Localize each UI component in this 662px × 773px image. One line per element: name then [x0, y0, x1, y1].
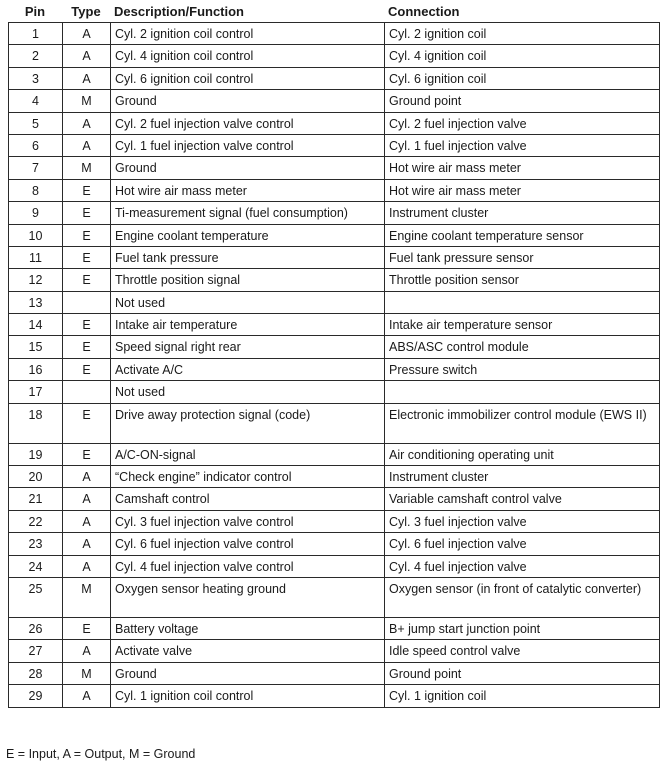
type-cell: A — [63, 488, 111, 510]
connection-cell: Cyl. 6 fuel injection valve — [385, 533, 660, 555]
table-row — [9, 640, 660, 662]
connection-cell — [385, 381, 660, 403]
connection-cell: Ground point — [385, 662, 660, 684]
pin-cell: 15 — [9, 336, 63, 358]
type-cell: A — [63, 533, 111, 555]
type-cell: M — [63, 90, 111, 112]
type-cell: E — [63, 246, 111, 268]
description-cell: Cyl. 6 ignition coil control — [111, 67, 385, 89]
description-cell: Cyl. 6 fuel injection valve control — [111, 533, 385, 555]
header-connection: Connection — [388, 3, 460, 19]
table-row — [9, 246, 660, 268]
type-cell: E — [63, 224, 111, 246]
description-cell: Engine coolant temperature — [111, 224, 385, 246]
table-row — [9, 488, 660, 510]
table-row — [9, 466, 660, 488]
type-cell: A — [63, 23, 111, 45]
connection-cell: Cyl. 1 fuel injection valve — [385, 134, 660, 156]
type-cell: E — [63, 314, 111, 336]
pin-table-body — [9, 23, 660, 708]
connection-cell: Instrument cluster — [385, 202, 660, 224]
type-cell: A — [63, 640, 111, 662]
pin-table — [8, 22, 660, 708]
description-cell: Intake air temperature — [111, 314, 385, 336]
description-cell: Cyl. 3 fuel injection valve control — [111, 510, 385, 532]
description-cell: Fuel tank pressure — [111, 246, 385, 268]
table-row — [9, 179, 660, 201]
connection-cell — [385, 291, 660, 313]
table-row — [9, 134, 660, 156]
type-cell: M — [63, 577, 111, 617]
description-cell: Battery voltage — [111, 617, 385, 639]
table-row — [9, 662, 660, 684]
pin-cell: 24 — [9, 555, 63, 577]
type-cell: E — [63, 403, 111, 443]
description-cell: Cyl. 2 ignition coil control — [111, 23, 385, 45]
type-cell: E — [63, 202, 111, 224]
pin-cell: 26 — [9, 617, 63, 639]
type-cell: E — [63, 336, 111, 358]
table-row — [9, 443, 660, 465]
connection-cell: Cyl. 2 ignition coil — [385, 23, 660, 45]
table-row — [9, 403, 660, 443]
pin-cell: 14 — [9, 314, 63, 336]
connection-cell: Variable camshaft control valve — [385, 488, 660, 510]
table-row — [9, 157, 660, 179]
table-row — [9, 112, 660, 134]
table-row — [9, 314, 660, 336]
table-row — [9, 67, 660, 89]
connection-cell: Pressure switch — [385, 358, 660, 380]
description-cell: Hot wire air mass meter — [111, 179, 385, 201]
connection-cell: Cyl. 3 fuel injection valve — [385, 510, 660, 532]
type-cell: E — [63, 179, 111, 201]
table-header — [8, 0, 659, 22]
pin-cell: 3 — [9, 67, 63, 89]
pin-cell: 10 — [9, 224, 63, 246]
connection-cell: Oxygen sensor (in front of catalytic converter) — [385, 577, 660, 617]
description-cell: Oxygen sensor heating ground — [111, 577, 385, 617]
description-cell: Not used — [111, 291, 385, 313]
description-cell: Cyl. 1 ignition coil control — [111, 685, 385, 707]
table-row — [9, 577, 660, 617]
description-cell: Ground — [111, 90, 385, 112]
table-row — [9, 555, 660, 577]
table-row — [9, 336, 660, 358]
table-row — [9, 685, 660, 707]
table-row — [9, 381, 660, 403]
type-cell — [63, 381, 111, 403]
pin-cell: 27 — [9, 640, 63, 662]
pin-cell: 17 — [9, 381, 63, 403]
pin-cell: 7 — [9, 157, 63, 179]
connection-cell: Cyl. 2 fuel injection valve — [385, 112, 660, 134]
table-row — [9, 617, 660, 639]
table-row — [9, 510, 660, 532]
table-row — [9, 45, 660, 67]
connection-cell: Throttle position sensor — [385, 269, 660, 291]
pin-cell: 9 — [9, 202, 63, 224]
pin-cell: 12 — [9, 269, 63, 291]
pin-cell: 8 — [9, 179, 63, 201]
header-description: Description/Function — [114, 3, 244, 19]
description-cell: Not used — [111, 381, 385, 403]
pin-cell: 23 — [9, 533, 63, 555]
connection-cell: Engine coolant temperature sensor — [385, 224, 660, 246]
type-cell: A — [63, 67, 111, 89]
pin-cell: 11 — [9, 246, 63, 268]
connection-cell: Hot wire air mass meter — [385, 157, 660, 179]
description-cell: Throttle position signal — [111, 269, 385, 291]
connection-cell: Hot wire air mass meter — [385, 179, 660, 201]
connection-cell: Cyl. 1 ignition coil — [385, 685, 660, 707]
table-row — [9, 533, 660, 555]
description-cell: Activate valve — [111, 640, 385, 662]
table-row — [9, 269, 660, 291]
connection-cell: Cyl. 4 fuel injection valve — [385, 555, 660, 577]
table-row — [9, 358, 660, 380]
type-cell: M — [63, 662, 111, 684]
pin-cell: 6 — [9, 134, 63, 156]
header-type: Type — [71, 3, 101, 19]
connection-cell: Instrument cluster — [385, 466, 660, 488]
pin-cell: 18 — [9, 403, 63, 443]
pin-cell: 21 — [9, 488, 63, 510]
description-cell: Ground — [111, 662, 385, 684]
type-cell: A — [63, 45, 111, 67]
description-cell: Cyl. 4 fuel injection valve control — [111, 555, 385, 577]
description-cell: Activate A/C — [111, 358, 385, 380]
description-cell: “Check engine” indicator control — [111, 466, 385, 488]
description-cell: Cyl. 1 fuel injection valve control — [111, 134, 385, 156]
description-cell: Camshaft control — [111, 488, 385, 510]
table-row — [9, 202, 660, 224]
type-cell: A — [63, 510, 111, 532]
pin-cell: 5 — [9, 112, 63, 134]
pin-cell: 22 — [9, 510, 63, 532]
type-cell: E — [63, 617, 111, 639]
connection-cell: Cyl. 6 ignition coil — [385, 67, 660, 89]
type-cell: A — [63, 555, 111, 577]
connection-cell: Fuel tank pressure sensor — [385, 246, 660, 268]
type-cell: A — [63, 112, 111, 134]
header-pin: Pin — [24, 3, 46, 19]
pin-cell: 25 — [9, 577, 63, 617]
description-cell: Cyl. 2 fuel injection valve control — [111, 112, 385, 134]
pin-cell: 1 — [9, 23, 63, 45]
type-cell — [63, 291, 111, 313]
type-cell: M — [63, 157, 111, 179]
pin-cell: 4 — [9, 90, 63, 112]
pin-cell: 19 — [9, 443, 63, 465]
connection-cell: Intake air temperature sensor — [385, 314, 660, 336]
description-cell: Drive away protection signal (code) — [111, 403, 385, 443]
connection-cell: ABS/ASC control module — [385, 336, 660, 358]
description-cell: Ti-measurement signal (fuel consumption) — [111, 202, 385, 224]
pin-cell: 28 — [9, 662, 63, 684]
pin-cell: 16 — [9, 358, 63, 380]
connection-cell: Idle speed control valve — [385, 640, 660, 662]
description-cell: Speed signal right rear — [111, 336, 385, 358]
connection-cell: B+ jump start junction point — [385, 617, 660, 639]
table-row — [9, 224, 660, 246]
type-legend: E = Input, A = Output, M = Ground — [6, 747, 196, 761]
type-cell: A — [63, 685, 111, 707]
type-cell: E — [63, 269, 111, 291]
pin-cell: 13 — [9, 291, 63, 313]
connection-cell: Cyl. 4 ignition coil — [385, 45, 660, 67]
pin-cell: 2 — [9, 45, 63, 67]
pin-cell: 29 — [9, 685, 63, 707]
table-row — [9, 291, 660, 313]
type-cell: E — [63, 443, 111, 465]
table-row — [9, 90, 660, 112]
description-cell: A/C-ON-signal — [111, 443, 385, 465]
table-row — [9, 23, 660, 45]
connection-cell: Ground point — [385, 90, 660, 112]
connection-cell: Electronic immobilizer control module (EWS II) — [385, 403, 660, 443]
type-cell: A — [63, 134, 111, 156]
pin-cell: 20 — [9, 466, 63, 488]
connection-cell: Air conditioning operating unit — [385, 443, 660, 465]
type-cell: A — [63, 466, 111, 488]
description-cell: Cyl. 4 ignition coil control — [111, 45, 385, 67]
type-cell: E — [63, 358, 111, 380]
description-cell: Ground — [111, 157, 385, 179]
